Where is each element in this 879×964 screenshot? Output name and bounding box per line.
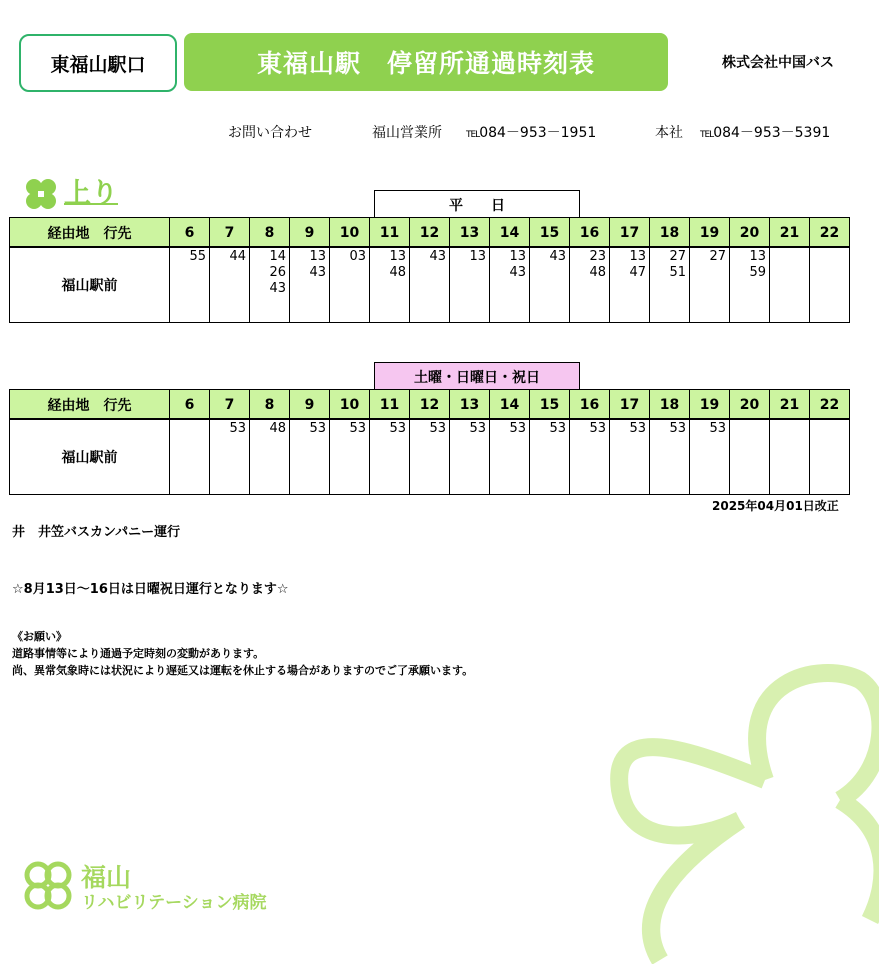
direction-label: 上り [64,178,118,209]
hour-header-8: 8 [249,389,290,420]
departure-minute: 53 [349,421,366,436]
stop-name-box: 東福山駅口 [19,34,177,92]
minutes-cell-11 [369,246,410,323]
departure-minute: 59 [749,265,766,280]
minutes-cell-19 [689,418,730,495]
hour-header-10: 10 [329,217,370,248]
request-line-2: 尚、異常気象時には状況により遅延又は運転を休止する場合がありますのでご了承願います。 [12,664,474,677]
departure-minute: 53 [469,421,486,436]
departure-minute: 53 [669,421,686,436]
hour-header-13: 13 [449,389,490,420]
hour-header-18: 18 [649,217,690,248]
office1-tel [466,122,596,142]
hour-header-14: 14 [489,217,530,248]
minutes-cell-20 [729,418,770,495]
departure-minute: 44 [229,249,246,264]
revision-date: 2025年04月01日改正 [712,499,839,513]
departure-minute: 43 [509,265,526,280]
departure-minute: 26 [269,265,286,280]
minutes-cell-7 [209,418,250,495]
departure-minute: 53 [389,421,406,436]
minutes-cell-7 [209,246,250,323]
contact-label: お問い合わせ [228,125,312,141]
departure-minute: 53 [429,421,446,436]
departure-minute: 43 [309,265,326,280]
departure-minute: 53 [309,421,326,436]
hour-header-13: 13 [449,217,490,248]
departure-minute: 48 [589,265,606,280]
hour-header-15: 15 [529,389,570,420]
request-title: 《お願い》 [12,630,67,643]
route-header: 経由地 行先 [9,389,170,420]
page-title: 東福山駅 停留所通過時刻表 [184,33,668,91]
minutes-cell-12 [409,246,450,323]
minutes-cell-16 [569,418,610,495]
minutes-cell-13 [449,418,490,495]
hour-header-14: 14 [489,389,530,420]
minutes-cell-17 [609,418,650,495]
hour-header-6: 6 [169,217,210,248]
departure-minute: 03 [349,249,366,264]
departure-minute: 53 [709,421,726,436]
hour-header-20: 20 [729,217,770,248]
hour-header-19: 19 [689,389,730,420]
departure-minute: 47 [629,265,646,280]
hour-header-12: 12 [409,217,450,248]
minutes-cell-14 [489,246,530,323]
destination-cell: 福山駅前 [9,246,170,323]
departure-minute: 27 [669,249,686,264]
minutes-cell-11 [369,418,410,495]
tel-mark: TEL [466,130,480,140]
departure-minute: 13 [629,249,646,264]
hour-header-9: 9 [289,389,330,420]
hour-header-11: 11 [369,389,410,420]
hour-header-17: 17 [609,217,650,248]
departure-minute: 43 [429,249,446,264]
office2-name: 本社 [655,125,683,141]
departure-minute: 14 [269,249,286,264]
departure-minute: 43 [269,281,286,296]
tel-mark: TEL [700,130,714,140]
hour-header-21: 21 [769,217,810,248]
departure-minute: 53 [549,421,566,436]
clover-icon [22,177,60,211]
day-type-label: 平 日 [374,190,580,218]
office1-name: 福山営業所 [372,125,442,141]
minutes-cell-21 [769,418,810,495]
minutes-cell-8 [249,246,290,323]
hour-header-17: 17 [609,389,650,420]
minutes-cell-15 [529,418,570,495]
hour-header-12: 12 [409,389,450,420]
hour-header-8: 8 [249,217,290,248]
hour-header-20: 20 [729,389,770,420]
departure-minute: 23 [589,249,606,264]
hour-header-16: 16 [569,217,610,248]
departure-minute: 48 [269,421,286,436]
departure-minute: 13 [469,249,486,264]
departure-minute: 53 [229,421,246,436]
logo-name: 福山 [81,863,132,892]
minutes-cell-19 [689,246,730,323]
request-line-1: 道路事情等により通過予定時刻の変動があります。 [12,647,265,660]
special-note: ☆8月13日～16日は日曜祝日運行となります☆ [12,582,289,597]
departure-minute: 13 [309,249,326,264]
departure-minute: 53 [509,421,526,436]
departure-minute: 48 [389,265,406,280]
destination-cell: 福山駅前 [9,418,170,495]
hour-header-21: 21 [769,389,810,420]
departure-minute: 13 [389,249,406,264]
office2-tel-number: 084－953－5391 [713,125,831,141]
hour-header-16: 16 [569,389,610,420]
minutes-cell-21 [769,246,810,323]
minutes-cell-6 [169,418,210,495]
logo-subtitle: リハビリテーション病院 [81,893,267,913]
hour-header-10: 10 [329,389,370,420]
departure-minute: 13 [749,249,766,264]
departure-minute: 51 [669,265,686,280]
minutes-cell-20 [729,246,770,323]
minutes-cell-13 [449,246,490,323]
departure-minute: 27 [709,249,726,264]
minutes-cell-18 [649,246,690,323]
minutes-cell-14 [489,418,530,495]
hour-header-22: 22 [809,389,850,420]
hour-header-7: 7 [209,389,250,420]
operator-note: 井 井笠バスカンパニー運行 [12,525,181,540]
departure-minute: 43 [549,249,566,264]
company-name: 株式会社中国バス [722,55,834,71]
hour-header-18: 18 [649,389,690,420]
hour-header-7: 7 [209,217,250,248]
day-type-label: 土曜・日曜日・祝日 [374,362,580,390]
minutes-cell-10 [329,418,370,495]
departure-minute: 13 [509,249,526,264]
route-header: 経由地 行先 [9,217,170,248]
minutes-cell-16 [569,246,610,323]
minutes-cell-17 [609,246,650,323]
minutes-cell-12 [409,418,450,495]
minutes-cell-8 [249,418,290,495]
minutes-cell-9 [289,418,330,495]
departure-minute: 55 [189,249,206,264]
hour-header-15: 15 [529,217,570,248]
departure-minute: 53 [629,421,646,436]
minutes-cell-22 [809,418,850,495]
decorative-clover-icon [590,660,879,964]
minutes-cell-10 [329,246,370,323]
minutes-cell-15 [529,246,570,323]
office2-tel [700,122,830,142]
minutes-cell-18 [649,418,690,495]
hour-header-11: 11 [369,217,410,248]
clover-logo-icon [20,858,76,914]
hour-header-19: 19 [689,217,730,248]
hour-header-22: 22 [809,217,850,248]
minutes-cell-6 [169,246,210,323]
office1-tel-number: 084－953－1951 [479,125,597,141]
minutes-cell-9 [289,246,330,323]
minutes-cell-22 [809,246,850,323]
hour-header-6: 6 [169,389,210,420]
departure-minute: 53 [589,421,606,436]
hour-header-9: 9 [289,217,330,248]
